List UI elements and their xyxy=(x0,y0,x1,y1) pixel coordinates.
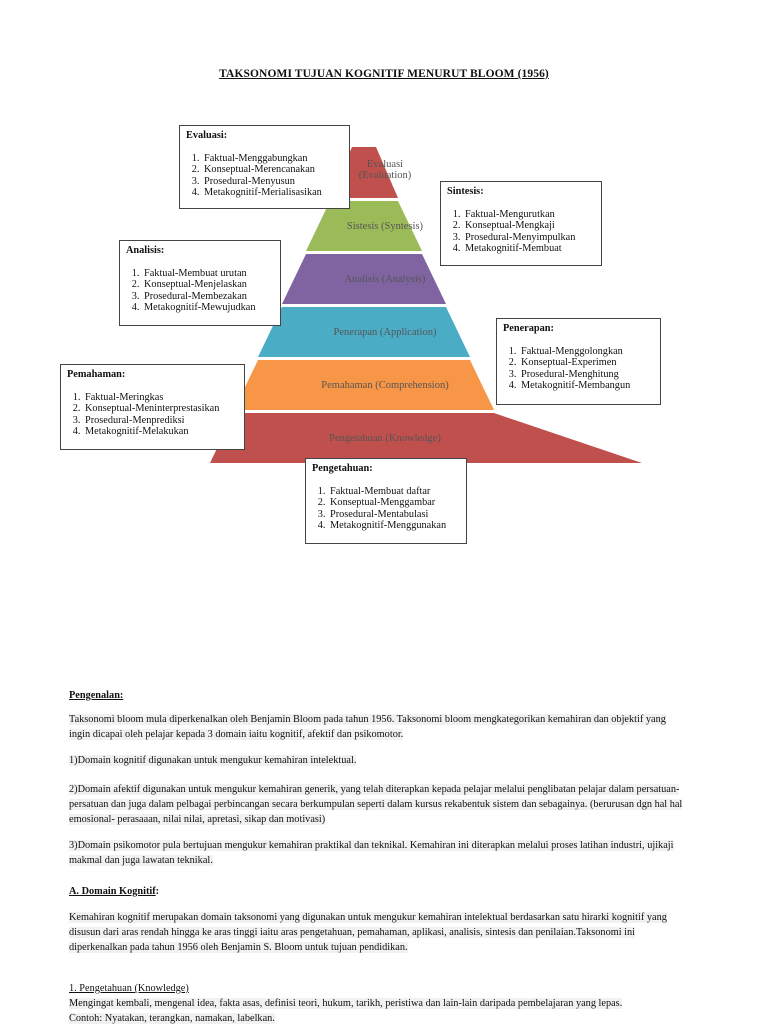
list-item: 1. Faktual-Membuat urutan xyxy=(142,268,274,280)
callout-list xyxy=(447,209,595,255)
heading-colon: : xyxy=(155,886,160,897)
paragraph-text: Contoh: Nyatakan, terangkan, namakan, labelkan. xyxy=(69,1013,275,1024)
intro-heading xyxy=(69,688,689,703)
callout-sintesis xyxy=(440,181,602,266)
list-item: 3. Prosedural-Mentabulasi xyxy=(328,509,460,521)
paragraph-text: Kemahiran kognitif merupakan domain taksonomi yang digunakan untuk mengukur kemahiran intelektual berdasarkan satu hirarki kognitif yang disusun dari aras rendah hingga ke aras tinggi iaitu aras pengetahuan, pemahaman, aplikasi, analisis, sintesis dan penilaian.Taksonomi ini diperkenalkan pada tahun 1956 oleh Benjamin S. Bloom untuk tujuan pendidikan. xyxy=(69,912,667,953)
intro-paragraph-3 xyxy=(69,782,689,827)
list-item: 4. Metakognitif-Merialisasikan xyxy=(202,187,343,199)
callout-analisis xyxy=(119,240,281,326)
list-item: 4. Metakognitif-Mewujudkan xyxy=(142,302,274,314)
list-item: 2. Konseptual-Experimen xyxy=(519,357,654,369)
intro-paragraph-2 xyxy=(69,753,689,768)
paragraph-text: Mengingat kembali, mengenal idea, fakta asas, definisi teori, hukum, tarikh, peristiwa dan lain-lain daripada pembelajaran yang lepas. xyxy=(69,998,623,1009)
list-item: 1. Faktual-Mengurutkan xyxy=(463,209,595,221)
callout-evaluasi xyxy=(179,125,350,209)
paragraph-text: 1)Domain kognitif digunakan untuk mengukur kemahiran intelektual. xyxy=(69,755,357,766)
pyramid-label-pengetahuan: Pengetahuan (Knowledge) xyxy=(329,433,441,444)
intro-paragraph-1 xyxy=(69,712,689,742)
list-item: 1. Faktual-Menggabungkan xyxy=(202,153,343,165)
section-heading: Pengenalan: xyxy=(69,690,124,701)
list-item: 4. Metakognitif-Membangun xyxy=(519,380,654,392)
pyramid-label-sintesis: Sistesis (Syntesis) xyxy=(346,221,424,232)
callout-heading: Penerapan: xyxy=(503,323,554,334)
callout-pengetahuan xyxy=(305,458,467,544)
callout-list xyxy=(503,346,654,392)
section-heading: A. Domain Kognitif xyxy=(69,886,156,897)
list-item: 2. Konseptual-Mengkaji xyxy=(463,220,595,232)
callout-heading: Sintesis: xyxy=(447,186,484,197)
callout-pemahaman xyxy=(60,364,245,450)
list-item: 2. Konseptual-Menggambar xyxy=(328,497,460,509)
list-item: 4. Metakognitif-Membuat xyxy=(463,243,595,255)
paragraph-text: 2)Domain afektif digunakan untuk mengukur kemahiran generik, yang telah diterapkan kepada pelajar melalui penglibatan pelajar dalam persatuan-persatuan dan juga dalam pelbagai perbincangan secara berkumpulan seperti dalam kursus rekabentuk sistem dan sebagainya. (berurusan dgn hal hal emosional- perasaaan, nilai nilai, apretasi, sikap dan motivasi) xyxy=(69,784,683,825)
callout-list xyxy=(186,153,343,199)
subsection-heading: 1. Pengetahuan (Knowledge) xyxy=(69,983,189,994)
list-item: 3. Prosedural-Menyimpulkan xyxy=(463,232,595,244)
paragraph-text: 3)Domain psikomotor pula bertujuan mengukur kemahiran praktikal dan teknikal. Kemahiran ini diterapkan melalui proses latihan industri, ujikaji makmal dan juga lawatan teknikal. xyxy=(69,840,674,866)
list-item: 2. Konseptual-Merencanakan xyxy=(202,164,343,176)
list-item: 1. Faktual-Menggolongkan xyxy=(519,346,654,358)
subsection-1 xyxy=(69,981,749,1026)
callout-list xyxy=(67,392,238,438)
list-item: 3. Prosedural-Menghitung xyxy=(519,369,654,381)
list-item: 4. Metakognitif-Melakukan xyxy=(83,426,238,438)
list-item: 4. Metakognitif-Menggunakan xyxy=(328,520,460,532)
callout-penerapan xyxy=(496,318,661,405)
document-title: TAKSONOMI TUJUAN KOGNITIF MENURUT BLOOM (1956) xyxy=(219,68,549,80)
section-a-paragraph xyxy=(69,910,689,955)
callout-heading: Analisis: xyxy=(126,245,165,256)
list-item: 3. Prosedural-Menyusun xyxy=(202,176,343,188)
list-item: 1. Faktual-Meringkas xyxy=(83,392,238,404)
list-item: 2. Konseptual-Meninterprestasikan xyxy=(83,403,238,415)
paragraph-text: Taksonomi bloom mula diperkenalkan oleh Benjamin Bloom pada tahun 1956. Taksonomi bloom mengkategorikan kemahiran dan objektif yang ingin dicapai oleh pelajar kepada 3 domain iaitu kognitif, afektif dan psikomotor. xyxy=(69,714,666,740)
list-item: 1. Faktual-Membuat daftar xyxy=(328,486,460,498)
list-item: 2. Konseptual-Menjelaskan xyxy=(142,279,274,291)
callout-list xyxy=(312,486,460,532)
pyramid-label-analisis: Analisis (Analysis) xyxy=(344,274,426,285)
section-a-heading xyxy=(69,884,689,899)
callout-heading: Pemahaman: xyxy=(67,369,126,380)
callout-heading: Pengetahuan: xyxy=(312,463,373,474)
pyramid-label-evaluasi-line2: (Evaluation) xyxy=(358,170,412,181)
pyramid-label-penerapan: Penerapan (Application) xyxy=(333,327,437,338)
intro-paragraph-4 xyxy=(69,838,689,868)
list-item: 3. Prosedural-Membezakan xyxy=(142,291,274,303)
callout-heading: Evaluasi: xyxy=(186,130,228,141)
callout-list xyxy=(126,268,274,314)
pyramid-label-evaluasi xyxy=(340,159,430,181)
pyramid-label-pemahaman: Pemahaman (Comprehension) xyxy=(321,380,449,391)
list-item: 3. Prosedural-Menprediksi xyxy=(83,415,238,427)
pyramid-label-evaluasi-line1: Evaluasi xyxy=(366,159,404,170)
